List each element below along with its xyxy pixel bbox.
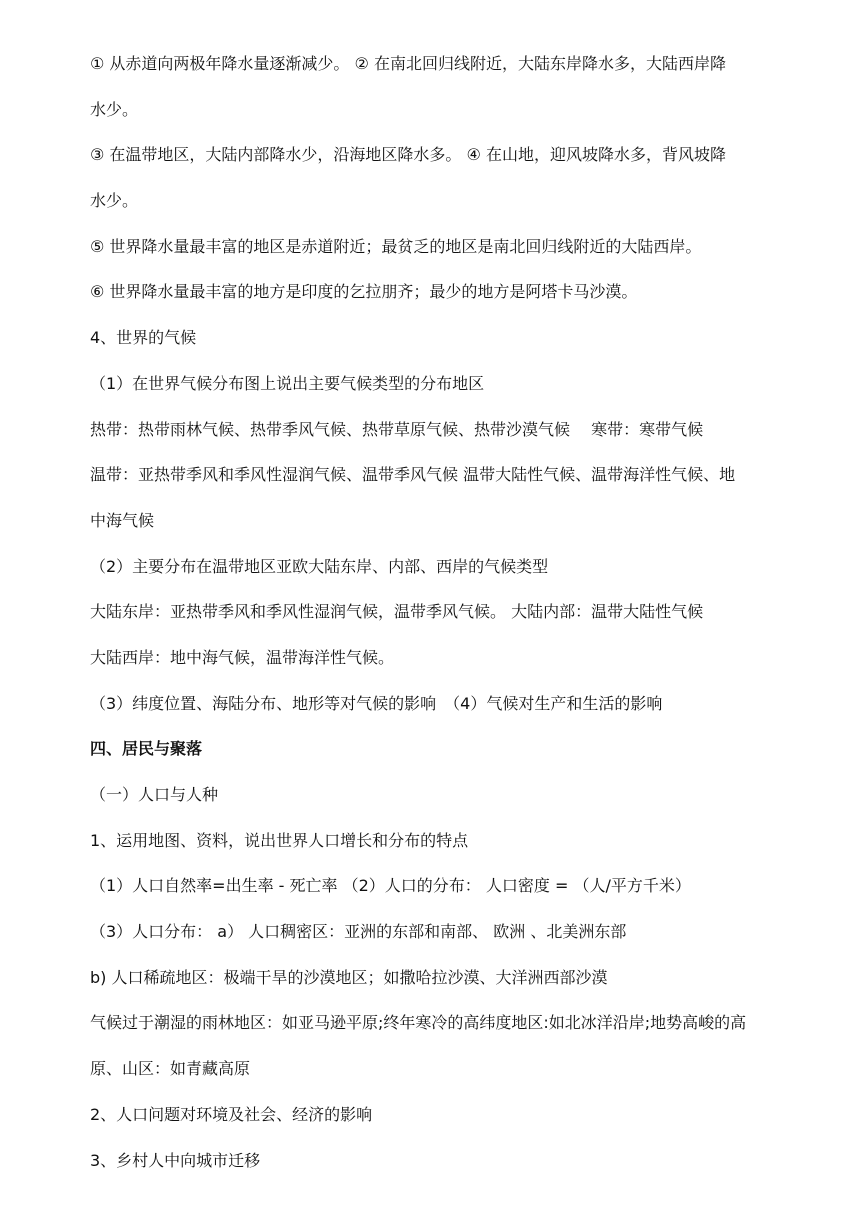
text-line-2: 水少。 (90, 99, 139, 119)
subsection-heading: （一）人口与人种 (90, 785, 219, 804)
text-line-3: ③ 在温带地区，大陆内部降水少，沿海地区降水多。 ④ 在山地，迎风坡降水多，背风坡降 (90, 145, 726, 165)
text-line-23: 原、山区：如青藏高原 (90, 1059, 251, 1079)
text-line-12: （2）主要分布在温带地区亚欧大陆东岸、内部、西岸的气候类型 (90, 556, 549, 576)
text-line-11: 中海气候 (90, 510, 155, 530)
document-page (90, 50, 790, 1192)
text-line-22: 气候过于潮湿的雨林地区：如亚马逊平原;终年寒冷的高纬度地区:如北冰洋沿岸;地势高峻的高 (90, 1013, 747, 1033)
text-line-9: 热带：热带雨林气候、热带季风气候、热带草原气候、热带沙漠气候 寒带：寒带气候 (90, 419, 704, 439)
text-line-14: 大陆西岸：地中海气候，温带海洋性气候。 (90, 647, 395, 667)
section-heading-climate: 4、世界的气候 (90, 328, 197, 348)
text-line-24: 2、人口问题对环境及社会、经济的影响 (90, 1104, 373, 1124)
text-line-1: ① 从赤道向两极年降水量逐渐减少。 ② 在南北回归线附近，大陆东岸降水多，大陆西岸降 (90, 54, 726, 73)
text-line-8: （1）在世界气候分布图上说出主要气候类型的分布地区 (90, 373, 485, 393)
text-line-21: b) 人口稀疏地区：极端干旱的沙漠地区；如撒哈拉沙漠、大洋洲西部沙漠 (90, 967, 608, 987)
text-line-4: 水少。 (90, 191, 139, 211)
text-line-18: 1、运用地图、资料，说出世界人口增长和分布的特点 (90, 830, 469, 850)
text-line-25: 3、乡村人中向城市迁移 (90, 1150, 261, 1170)
chapter-heading: 四、居民与聚落 (90, 739, 203, 759)
text-line-20: （3）人口分布： a） 人口稠密区：亚洲的东部和南部、 欧洲 、北美洲东部 (90, 922, 627, 942)
text-line-15: （3）纬度位置、海陆分布、地形等对气候的影响 （4）气候对生产和生活的影响 (90, 693, 663, 713)
text-line-13: 大陆东岸：亚热带季风和季风性湿润气候，温带季风气候。 大陆内部：温带大陆性气候 (90, 602, 704, 622)
text-line-10: 温带：亚热带季风和季风性湿润气候、温带季风气候 温带大陆性气候、温带海洋性气候、地 (90, 465, 736, 485)
text-line-5: ⑤ 世界降水量最丰富的地区是赤道附近；最贫乏的地区是南北回归线附近的大陆西岸。 (90, 236, 702, 256)
text-line-6: ⑥ 世界降水量最丰富的地方是印度的乞拉朋齐；最少的地方是阿塔卡马沙漠。 (90, 282, 638, 302)
text-line-19: （1）人口自然率=出生率 - 死亡率 （2）人口的分布： 人口密度 = （人/平方千米） (90, 876, 691, 896)
